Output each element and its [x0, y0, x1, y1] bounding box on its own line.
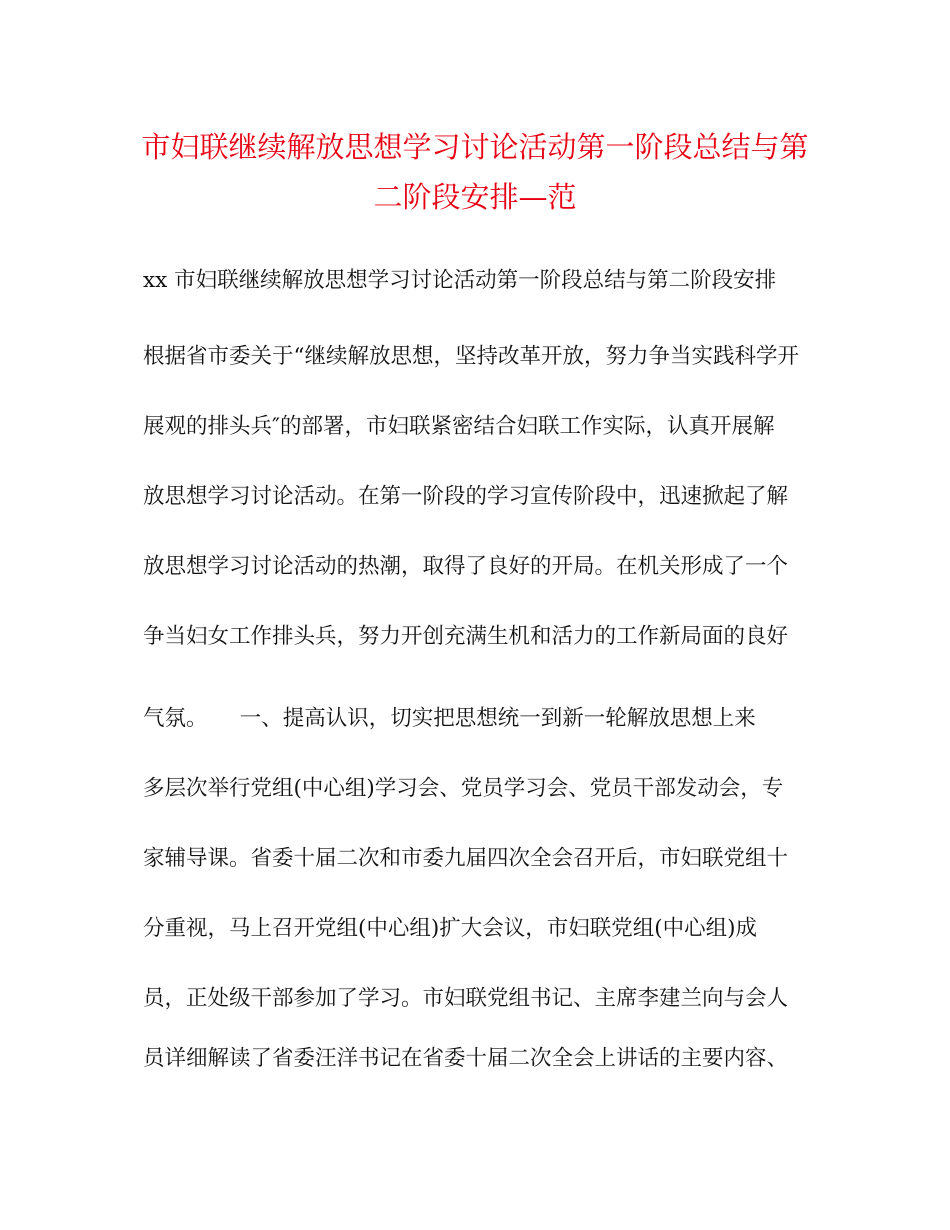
document-title-line-2: 二阶段安排—范 [373, 180, 577, 214]
body-line-7: 气氛。 一、提高认识，切实把思想统一到新一轮解放思想上来 [143, 706, 756, 731]
body-line-10: 分重视，马上召开党组(中心组)扩大会议，市妇联党组(中心组)成 [143, 916, 758, 941]
body-line-11: 员，正处级干部参加了学习。市妇联党组书记、主席李建兰向与会人 [143, 986, 789, 1011]
body-line-3: 展观的排头兵″的部署，市妇联紧密结合妇联工作实际，认真开展解 [143, 414, 775, 439]
body-line-2: 根据省市委关于“继续解放思想，坚持改革开放，努力争当实践科学开 [143, 344, 799, 369]
document-title-line-1: 市妇联继续解放思想学习讨论活动第一阶段总结与第 [141, 130, 809, 164]
body-line-6: 争当妇女工作排头兵，努力开创充满生机和活力的工作新局面的良好 [143, 624, 789, 649]
body-line-5: 放思想学习讨论活动的热潮，取得了良好的开局。在机关形成了一个 [143, 554, 789, 579]
body-line-1: xx 市妇联继续解放思想学习讨论活动第一阶段总结与第二阶段安排 [143, 268, 777, 293]
body-line-12: 员详细解读了省委汪洋书记在省委十届二次全会上讲话的主要内容、 [143, 1046, 789, 1071]
body-line-9: 家辅导课。省委十届二次和市委九届四次全会召开后，市妇联党组十 [143, 846, 789, 871]
body-line-8: 多层次举行党组(中心组)学习会、党员学习会、党员干部发动会，专 [143, 776, 784, 801]
body-line-4: 放思想学习讨论活动。在第一阶段的学习宣传阶段中，迅速掀起了解 [143, 484, 789, 509]
